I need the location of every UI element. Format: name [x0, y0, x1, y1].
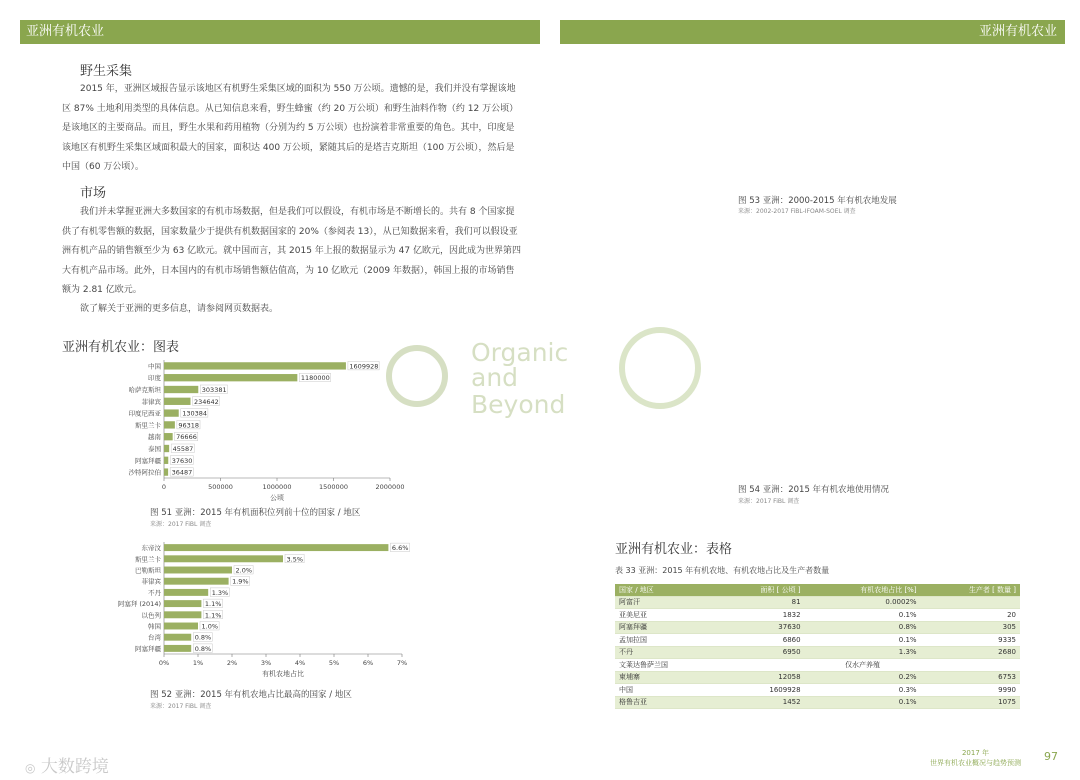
- data-label: 1180000: [300, 374, 330, 383]
- bar: [164, 468, 168, 475]
- table-cell: 1609928: [718, 684, 805, 697]
- x-tick-label: 0: [161, 483, 167, 491]
- figure-53-source: 来源：2002-2017 FiBL-IFOAM-SOEL 调查: [738, 208, 856, 215]
- table-cell: 孟加拉国: [615, 634, 718, 647]
- bar: [164, 362, 346, 369]
- data-label: 96318: [178, 421, 200, 430]
- data-label: 0.8%: [194, 633, 212, 642]
- table-cell: 阿塞拜疆: [615, 621, 718, 634]
- footer-logo-text: 大数跨境: [40, 757, 109, 777]
- bar: [164, 623, 198, 630]
- footer-report-name: 世界有机农业概况与趋势预测: [930, 759, 1021, 767]
- x-tick-label: 1000000: [262, 483, 292, 491]
- data-label: 1609928: [349, 362, 379, 371]
- table-row: [615, 609, 1020, 622]
- figure-52-caption: 图 52 亚洲：2015 年有机农地占比最高的国家 / 地区: [150, 690, 352, 700]
- x-axis-title: 有机农地占比: [262, 670, 304, 678]
- category-label: 韩国: [148, 622, 161, 631]
- table-row: [615, 696, 1020, 709]
- table-cell: 1.3%: [805, 646, 921, 659]
- table-cell: 0.8%: [805, 621, 921, 634]
- table-row: [615, 634, 1020, 647]
- bar: [164, 457, 168, 464]
- data-label: 130384: [182, 409, 208, 418]
- figure-51-chart: [100, 358, 410, 506]
- bar: [164, 386, 198, 393]
- watermark-line-1: Organic: [471, 338, 569, 367]
- category-label: 不丹: [148, 588, 161, 597]
- table-cell: 0.1%: [805, 634, 921, 647]
- right-page-header: [560, 20, 1065, 44]
- table-cell: 0.3%: [805, 684, 921, 697]
- category-label: 斯里兰卡: [135, 555, 161, 564]
- bar: [164, 421, 175, 428]
- data-label: 1.1%: [204, 611, 222, 620]
- x-axis-title: 公顷: [270, 494, 284, 502]
- category-label: 中国: [148, 362, 161, 371]
- table-cell: 0.1%: [805, 609, 921, 622]
- x-tick-label: 4%: [294, 659, 306, 667]
- table-cell: 1452: [718, 696, 805, 709]
- table-cell: 6753: [921, 671, 1020, 684]
- table-cell: 6950: [718, 646, 805, 659]
- bar: [164, 567, 232, 574]
- table-cell: 9990: [921, 684, 1020, 697]
- data-label: 2.0%: [235, 566, 253, 575]
- watermark-line-3: Beyond: [471, 390, 566, 419]
- left-page-header: [20, 20, 540, 44]
- category-label: 菲律宾: [141, 397, 161, 406]
- x-tick-label: 5%: [328, 659, 340, 667]
- x-tick-label: 2%: [226, 659, 238, 667]
- category-label: 沙特阿拉伯: [128, 468, 161, 477]
- table-cell: 12058: [718, 671, 805, 684]
- table-33: [615, 584, 1020, 709]
- bar: [164, 600, 201, 607]
- table-cell: [921, 596, 1020, 609]
- figure-54-pie-chart: [720, 228, 920, 340]
- table-cell: 1832: [718, 609, 805, 622]
- category-label: 台湾: [148, 633, 161, 642]
- x-tick-label: 1%: [192, 659, 204, 667]
- table-header-row: [615, 584, 1020, 596]
- market-title: 市场: [80, 186, 107, 201]
- table-cell: 阿富汗: [615, 596, 718, 609]
- figure-54-source: 来源：2017 FiBL 调查: [738, 498, 800, 505]
- table-header-share: 有机农地占比 [%]: [805, 584, 921, 596]
- table-row: [615, 684, 1020, 697]
- bar: [164, 445, 169, 452]
- category-label: 泰国: [148, 445, 161, 453]
- page-number: 97: [1044, 750, 1058, 763]
- table-cell: 柬埔寨: [615, 671, 718, 684]
- table-row: [615, 659, 1020, 672]
- category-label: 阿塞拜疆: [135, 456, 161, 465]
- x-tick-label: 2000000: [375, 483, 405, 491]
- table-row: [615, 596, 1020, 609]
- table-cell: 9335: [921, 634, 1020, 647]
- table-cell: 81: [718, 596, 805, 609]
- bar: [164, 374, 297, 381]
- market-paragraph-1: 我们并未掌握亚洲大多数国家的有机市场数据，但是我们可以假设，有机市场是不断增长的。共有 8 个国家提供了有机零售额的数据，国家数量少于提供有机数据国家的 20%（参阅表 13），从已知数据来看，我们可以假设亚洲有机产品的销售额至少为 63 亿欧元。就中国而言，其 2015 年上报的数据显示为 47 亿欧元，因此成为世界第四大有机产品市场。此外，日本国内的有机市场销售额估值高，为 10 亿欧元（2009 年数据），韩国上报的市场销售额为 2.81 亿欧元。: [62, 207, 521, 295]
- data-label: 1.0%: [201, 622, 219, 631]
- category-label: 以色列: [141, 611, 161, 620]
- table-header-producers: 生产者 [ 数量 ]: [921, 584, 1020, 596]
- table-row: [615, 646, 1020, 659]
- x-tick-label: 3%: [260, 659, 272, 667]
- category-label: 东帝汶: [141, 544, 161, 553]
- data-label: 0.8%: [194, 644, 212, 653]
- bar: [164, 433, 173, 440]
- tables-heading: 亚洲有机农业：表格: [615, 542, 733, 557]
- bar: [164, 544, 388, 551]
- bar: [164, 589, 208, 596]
- charts-heading: 亚洲有机农业：图表: [62, 340, 180, 355]
- data-label: 37630: [171, 456, 193, 465]
- figure-51-source: 来源：2017 FiBL 调查: [150, 521, 212, 528]
- figure-51-caption: 图 51 亚洲：2015 年有机面积位列前十位的国家 / 地区: [150, 508, 361, 518]
- table-cell: 37630: [718, 621, 805, 634]
- table-cell: 305: [921, 621, 1020, 634]
- market-paragraph-2: 欲了解关于亚洲的更多信息，请参阅网页数据表。: [80, 304, 279, 314]
- table-cell: [921, 659, 1020, 672]
- data-label: 303381: [201, 386, 227, 394]
- data-label: 1.1%: [204, 600, 222, 609]
- table-cell: 20: [921, 609, 1020, 622]
- data-label: 234642: [194, 397, 219, 406]
- table-cell: 0.0002%: [805, 596, 921, 609]
- x-tick-label: 0%: [158, 659, 170, 667]
- category-label: 哈萨克斯坦: [128, 386, 161, 394]
- bar: [164, 634, 191, 641]
- category-label: 菲律宾: [141, 577, 161, 586]
- category-label: 巴勒斯坦: [135, 566, 161, 575]
- wild-collection-paragraph: 2015 年，亚洲区域报告显示该地区有机野生采集区域的面积为 550 万公顷。遗憾的是，我们并没有掌握该地区 87% 土地利用类型的具体信息。从已知信息来看，野生蜂蜜（约 20 万公顷）和野生油料作物（约 12 万公顷）是该地区的主要商品。而且，野生水果和药用植物（分别为约 5 万公顷）也扮演着非常重要的角色。其中，印度是该地区有机野生采集区域面积最大的国家，面积达 400 万公顷，紧随其后的是塔吉克斯坦（100 万公顷），然后是中国（60 万公顷）。: [62, 84, 519, 172]
- figure-52-source: 来源：2017 FiBL 调查: [150, 703, 212, 710]
- footer-year: 2017 年: [961, 749, 990, 757]
- bar: [164, 398, 191, 405]
- footer-right: [930, 748, 1021, 768]
- x-tick-label: 7%: [396, 659, 408, 667]
- right-header-title: 亚洲有机农业: [978, 24, 1057, 39]
- data-label: 3.5%: [286, 555, 304, 564]
- category-label: 斯里兰卡: [135, 421, 161, 430]
- watermark: [385, 332, 585, 420]
- data-label: 36487: [171, 468, 193, 477]
- data-label: 45587: [172, 445, 194, 453]
- table-cell: 文莱达鲁萨兰国: [615, 659, 718, 672]
- category-label: 越南: [148, 433, 161, 442]
- table-cell: 6860: [718, 634, 805, 647]
- x-tick-label: 500000: [208, 483, 233, 491]
- x-tick-label: 6%: [362, 659, 374, 667]
- category-label: 阿塞拜疆: [135, 644, 161, 653]
- bar: [164, 645, 191, 652]
- table-cell: 仅水产养殖: [805, 659, 921, 672]
- table-row: [615, 621, 1020, 634]
- bar: [164, 611, 201, 618]
- data-label: 1.9%: [232, 577, 249, 586]
- figure-52-chart: [100, 540, 420, 686]
- table-cell: 2680: [921, 646, 1020, 659]
- table-cell: [718, 659, 805, 672]
- table-row: [615, 671, 1020, 684]
- figure-54-permanent-chart: [818, 364, 1028, 476]
- figure-54-arable-chart: [605, 364, 815, 476]
- table-cell: 格鲁吉亚: [615, 696, 718, 709]
- bar: [164, 555, 283, 562]
- data-label: 1.3%: [211, 588, 229, 597]
- table-header-country: 国家 / 地区: [615, 584, 718, 596]
- watermark-line-2: and: [471, 363, 519, 392]
- footer-logo: [25, 752, 109, 777]
- wild-collection-title: 野生采集: [80, 64, 133, 79]
- data-label: 6.6%: [391, 544, 409, 553]
- table-header-area: 面积 [ 公顷 ]: [718, 584, 805, 596]
- table-cell: 不丹: [615, 646, 718, 659]
- table-33-title: 表 33 亚洲：2015 年有机农地、有机农地占比及生产者数量: [615, 566, 830, 575]
- bar: [164, 578, 229, 585]
- figure-53-chart: [645, 60, 990, 196]
- table-cell: 0.1%: [805, 696, 921, 709]
- logo-icon: ◎: [25, 761, 36, 775]
- table-cell: 中国: [615, 684, 718, 697]
- data-label: 76666: [176, 433, 197, 442]
- table-cell: 1075: [921, 696, 1020, 709]
- category-label: 阿塞拜 (2014): [117, 600, 161, 609]
- bar: [164, 409, 179, 416]
- category-label: 印度: [148, 374, 161, 383]
- table-cell: 亚美尼亚: [615, 609, 718, 622]
- left-header-title: 亚洲有机农业: [26, 24, 105, 39]
- category-label: 印度尼西亚: [128, 409, 161, 418]
- x-tick-label: 1500000: [319, 483, 348, 491]
- figure-53-caption: 图 53 亚洲：2000-2015 年有机农地发展: [738, 196, 897, 206]
- figure-54-caption: 图 54 亚洲：2015 年有机农地使用情况: [738, 485, 890, 495]
- table-cell: 0.2%: [805, 671, 921, 684]
